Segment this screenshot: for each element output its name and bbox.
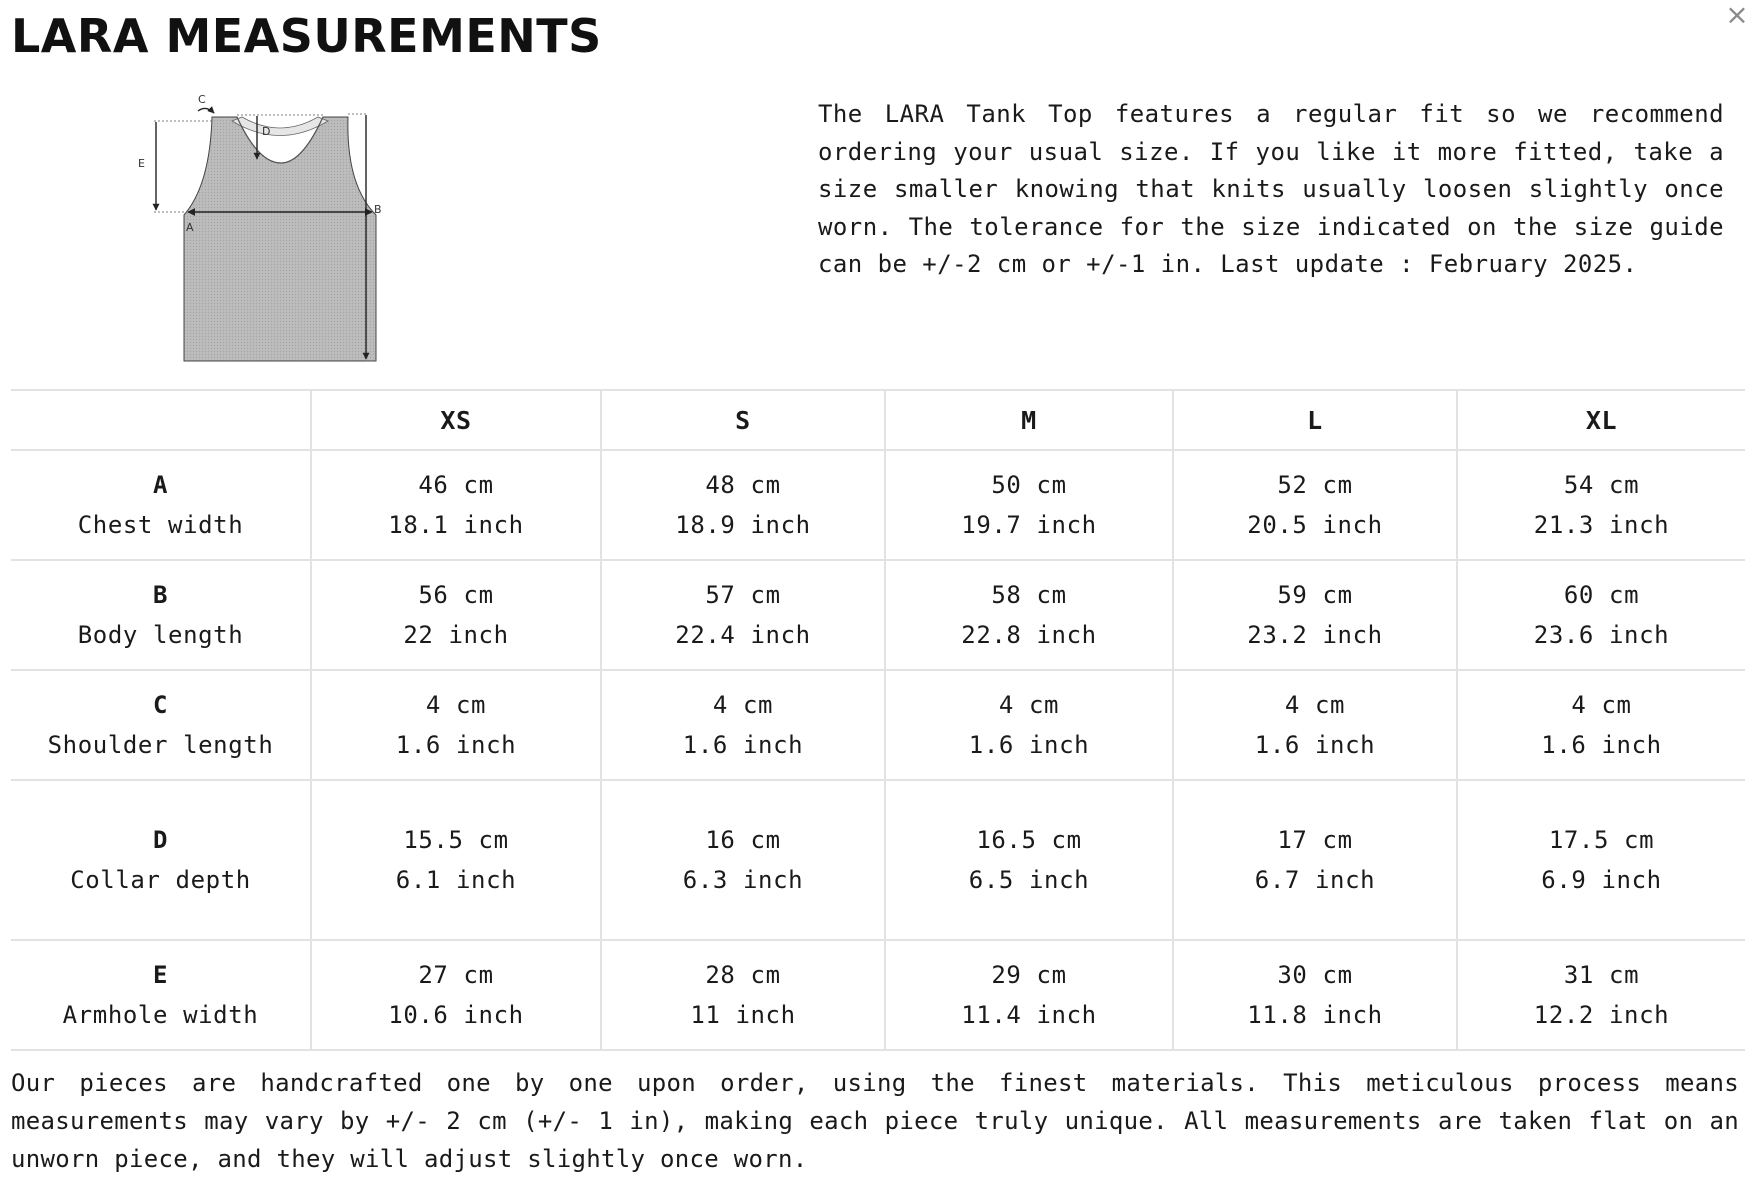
value-cm: 15.5 cm — [403, 826, 509, 854]
label-d: D — [262, 125, 271, 138]
table-cell — [1457, 670, 1745, 780]
table-cell — [1173, 940, 1457, 1050]
value-cm: 4 cm — [998, 691, 1060, 719]
table-cell — [601, 560, 885, 670]
value-inch: 11 inch — [690, 1001, 796, 1029]
value-cm: 27 cm — [418, 961, 494, 989]
table-cell — [1457, 780, 1745, 940]
value-inch: 23.2 inch — [1247, 621, 1383, 649]
table-cell — [885, 450, 1173, 560]
table-cell — [311, 450, 601, 560]
header-size-s: S — [601, 390, 885, 450]
value-inch: 12.2 inch — [1533, 1001, 1670, 1029]
measurement-letter: D — [152, 826, 169, 854]
value-cm: 16.5 cm — [976, 826, 1082, 854]
table-cell — [1173, 670, 1457, 780]
row-label — [11, 780, 311, 940]
value-inch: 18.9 inch — [675, 511, 811, 539]
value-inch: 1.6 inch — [682, 731, 804, 759]
value-cm: 17 cm — [1277, 826, 1353, 854]
value-inch: 22 inch — [403, 621, 509, 649]
measurement-name: Chest width — [77, 511, 244, 539]
header-size-xl: XL — [1457, 390, 1745, 450]
table-header-row — [11, 390, 1745, 450]
row-label — [11, 560, 311, 670]
label-b: B — [374, 203, 382, 216]
header-size-l: L — [1173, 390, 1457, 450]
value-cm: 56 cm — [418, 581, 494, 609]
table-cell — [885, 780, 1173, 940]
value-inch: 6.7 inch — [1254, 866, 1376, 894]
value-inch: 18.1 inch — [388, 511, 524, 539]
value-cm: 16 cm — [705, 826, 781, 854]
value-inch: 1.6 inch — [968, 731, 1090, 759]
table-cell — [311, 670, 601, 780]
table-cell — [1173, 450, 1457, 560]
value-cm: 58 cm — [991, 581, 1067, 609]
value-cm: 60 cm — [1563, 581, 1640, 609]
table-cell — [311, 780, 601, 940]
table-row — [11, 670, 1745, 780]
value-cm: 48 cm — [705, 471, 781, 499]
value-cm: 54 cm — [1563, 471, 1640, 499]
table-cell — [885, 670, 1173, 780]
collar-back — [232, 117, 328, 136]
table-cell — [885, 560, 1173, 670]
table-row — [11, 940, 1745, 1050]
measure-c-line — [198, 108, 214, 113]
table-row — [11, 780, 1745, 940]
measurement-name: Shoulder length — [47, 731, 274, 759]
value-inch: 1.6 inch — [1254, 731, 1376, 759]
table-cell — [311, 940, 601, 1050]
value-inch: 22.4 inch — [675, 621, 811, 649]
value-cm: 4 cm — [1571, 691, 1632, 719]
table-row — [11, 560, 1745, 670]
value-cm: 30 cm — [1277, 961, 1353, 989]
craftsmanship-note: Our pieces are handcrafted one by one upon order, using the finest materials. This meticulous process means measurements may vary by +/- 2 cm (+/- 1 in), making each piece truly unique. All measurements are taken flat on an unworn piece, and they will adjust slightly once worn. — [11, 1069, 1739, 1173]
value-cm: 29 cm — [991, 961, 1067, 989]
value-cm: 59 cm — [1277, 581, 1353, 609]
value-inch: 20.5 inch — [1247, 511, 1383, 539]
close-button[interactable] — [1722, 0, 1752, 30]
table-cell — [601, 450, 885, 560]
tank-top-shape — [184, 117, 376, 361]
value-inch: 6.1 inch — [395, 866, 517, 894]
fit-description: The LARA Tank Top features a regular fit so we recommend ordering your usual size. If you like it more fitted, take a size smaller knowing that knits usually loosen slightly once worn. The tolerance for the size indicated on the size guide can be +/-2 cm or +/-1 in. Last update : February 2025. — [818, 100, 1724, 278]
table-cell — [601, 940, 885, 1050]
measurement-name: Body length — [77, 621, 244, 649]
label-c: C — [198, 93, 206, 106]
value-cm: 50 cm — [991, 471, 1067, 499]
table-cell — [1457, 450, 1745, 560]
table-cell — [1457, 560, 1745, 670]
measurement-letter: E — [152, 961, 169, 989]
value-cm: 52 cm — [1277, 471, 1353, 499]
value-cm: 4 cm — [712, 691, 774, 719]
value-inch: 6.9 inch — [1541, 866, 1662, 894]
value-inch: 6.5 inch — [968, 866, 1090, 894]
table-cell — [601, 780, 885, 940]
header-size-xs: XS — [311, 390, 601, 450]
value-inch: 1.6 inch — [395, 731, 517, 759]
value-inch: 23.6 inch — [1533, 621, 1670, 649]
header-empty-cell — [11, 390, 311, 450]
measurement-name: Collar depth — [70, 866, 251, 894]
value-inch: 1.6 inch — [1541, 731, 1662, 759]
value-cm: 46 cm — [418, 471, 494, 499]
value-cm: 57 cm — [705, 581, 781, 609]
value-inch: 22.8 inch — [961, 621, 1097, 649]
row-label — [11, 670, 311, 780]
value-inch: 11.4 inch — [961, 1001, 1097, 1029]
value-cm: 28 cm — [705, 961, 781, 989]
table-cell — [1457, 940, 1745, 1050]
label-a: A — [186, 221, 194, 234]
table-cell — [1173, 560, 1457, 670]
measurement-letter: C — [152, 691, 169, 719]
value-inch: 21.3 inch — [1533, 511, 1670, 539]
row-label — [11, 940, 311, 1050]
label-e: E — [138, 157, 145, 170]
value-inch: 19.7 inch — [961, 511, 1097, 539]
table-cell — [885, 940, 1173, 1050]
header-size-m: M — [885, 390, 1173, 450]
row-label — [11, 450, 311, 560]
table-cell — [311, 560, 601, 670]
size-chart-table — [11, 389, 1745, 1051]
measurement-letter: A — [152, 471, 169, 499]
table-row — [11, 450, 1745, 560]
measurement-letter: B — [152, 581, 169, 609]
value-cm: 4 cm — [425, 691, 487, 719]
value-cm: 31 cm — [1563, 961, 1640, 989]
close-icon: × — [1725, 0, 1749, 31]
value-cm: 17.5 cm — [1548, 826, 1655, 854]
measurement-name: Armhole width — [62, 1001, 259, 1029]
value-cm: 4 cm — [1284, 691, 1346, 719]
value-inch: 11.8 inch — [1247, 1001, 1383, 1029]
value-inch: 6.3 inch — [682, 866, 804, 894]
table-cell — [601, 670, 885, 780]
table-cell — [1173, 780, 1457, 940]
value-inch: 10.6 inch — [388, 1001, 524, 1029]
page-title: LARA MEASUREMENTS — [11, 9, 602, 63]
tank-top-measurement-diagram — [138, 93, 430, 375]
